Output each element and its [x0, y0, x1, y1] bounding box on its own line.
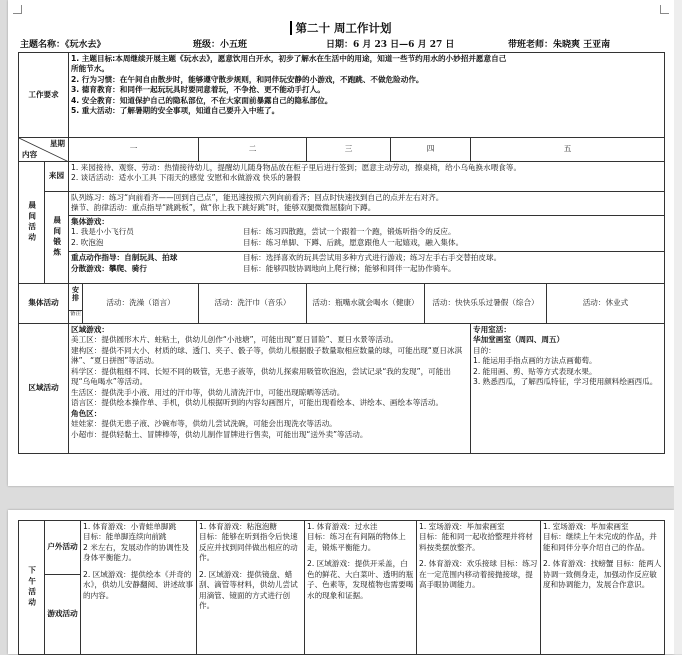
special-room-line: 目的： [473, 345, 496, 355]
requirement-line: 5. 重大活动：了解暑期的安全事项，知道自己要升入中班了。 [71, 106, 280, 116]
area-line: 娃娃家：提供无患子液、沙碗布等，供幼儿尝试洗碗，可能会出现洗衣等活动。 [71, 419, 337, 429]
morning-activity-label: 晨间活动 [19, 162, 45, 284]
weekday-wednesday: 三 [307, 138, 391, 162]
afternoon-line: 2. 体育游戏：欢乐接球 目标：练习在一定范围内移动着接抛接球，提高手眼协调能力。 [419, 559, 538, 590]
morning-exercise-row [19, 192, 665, 284]
afternoon-line: 2. 体育游戏：找螃蟹 目标：能两人协调一致侧身走，加强动作反应敏度和协调能力，发展合作意识。 [543, 559, 662, 590]
afternoon-line: 目标：能单脚连续向前跳 [83, 532, 167, 542]
afternoon-activity-label: 下午活动 [19, 521, 45, 655]
arrangement-cell [69, 284, 83, 324]
weekday-header-row [19, 138, 665, 162]
class-name: 班级：小五班 [193, 40, 248, 50]
afternoon-line: 2. 区域游戏：提供绘本《并奇的水》，供幼儿安静翻阅、讲述故事的内容。 [83, 569, 194, 600]
area-line: 科学区：提供粗细不同、长短不同的吸管，无患子液等，供幼儿探索用吸管吹泡泡，尝试记录“我的发现”，可能出现“乌龟喝水”等活动。 [71, 366, 451, 387]
group-activity-wednesday: 活动：瓶嘴水就会喝水（健康） [307, 284, 425, 324]
special-room-subtitle: 华加堂画室（周四、周五） [473, 335, 565, 345]
guide-goal: 目标：选择喜欢的玩具尝试用多种方式进行游戏；练习左手右手交替拍皮球。 [243, 252, 502, 262]
weekday-thursday: 四 [391, 138, 471, 162]
header-content-label: 内容 [22, 149, 38, 159]
arrangement-label: 安排 [69, 284, 82, 311]
area-line: 美工区：提供圆形木片、蛀粘土，供幼儿创作“小池塘”，可能出现“夏日冒险”、夏日水景等活动。 [71, 335, 399, 345]
afternoon-line: 目标：继续上午未完成的作品，并能和同伴分享介绍自己的作品。 [543, 532, 657, 552]
group-activity-tuesday: 活动：洗汗巾（音乐） [199, 284, 307, 324]
game-activity-label: 游戏活动 [45, 575, 81, 655]
requirements-row [19, 53, 665, 138]
requirement-line: 所能节水。 [71, 64, 109, 74]
afternoon-table [18, 520, 665, 655]
morning-entry-row [19, 162, 665, 192]
outdoor-label: 户外活动 [45, 521, 81, 575]
afternoon-line: 2. 区域游戏：提供开采盖，白色的鲜花、大白菜叶、透明的瓶子、色素等，发现植物也需要喝水的现象和证据。 [307, 559, 414, 600]
requirements-content [69, 53, 665, 138]
vertical-scrollbar[interactable] [674, 0, 682, 654]
afternoon-wednesday [305, 521, 417, 655]
requirement-line: 2. 行为习惯：在午间自由散步时，能够遵守散步规则，和同伴玩安静的小游戏，不跑跳、不做危险动作。 [71, 74, 424, 84]
requirement-line: 4. 安全教育：知道保护自己的隐私部位，不在大家面前暴露自己的隐私部位。 [71, 95, 333, 105]
document-page-1 [8, 0, 674, 486]
area-line: 语言区：提供绘本操作单、手机，供幼儿根据听到的内容勾画图片，可能出现看绘本、讲绘本、画绘本等活动。 [71, 398, 444, 408]
group-activity-row [19, 284, 665, 324]
date-range: 日期：6 月 23 日—6 月 27 日 [326, 40, 455, 50]
queue-practice: 队列练习：练习“向前看齐——回到自己点”，能迅速按照六列向前看齐；回点时快速找到自己的点并左右对齐。 [71, 193, 444, 202]
entry-label: 来园 [45, 162, 69, 192]
weekday-monday: 一 [69, 138, 199, 162]
requirement-line: 3. 德育教育：和同伴一起玩玩具时要同意着玩，不争抢、更不能动手打人。 [71, 85, 325, 95]
teachers: 带班老师：朱晓爽 王亚南 [508, 40, 611, 50]
group-game-title: 集体游戏： [71, 216, 109, 226]
requirements-label: 工作要求 [19, 53, 69, 138]
entry-content [69, 162, 665, 192]
afternoon-line: 1. 体育游戏：粘泡泡糖 [199, 522, 278, 531]
afternoon-line: 1. 室场游戏：毕加索画室 [419, 522, 505, 531]
group-activity-friday: 活动：休业式 [547, 284, 665, 324]
document-page-2 [8, 510, 674, 654]
diagonal-header-cell [19, 138, 69, 162]
area-line: 建构区：提供不同大小、材质的球、透门、夹子、骰子等，供幼儿根据骰子数量取相应数量的球，可能出现“夏日冰淇淋”、“夏日拼图”等活动。 [71, 345, 463, 366]
scatter-label: 分散游戏：攀爬、骑行 [71, 263, 147, 273]
afternoon-line: 2. 区域游戏：提供镜盘、蜡刮、滴管等材料，供幼儿尝试用滴管、镜面的方式进行创作。 [199, 569, 298, 611]
guide-label: 重点动作指导：自制玩具、拍球 [71, 252, 178, 262]
area-activity-content [69, 324, 471, 454]
special-room-content [471, 324, 665, 454]
afternoon-monday [81, 521, 197, 655]
afternoon-line: 目标：能和同一起收拾整理并将材料按类摆放整齐。 [419, 532, 533, 552]
group-activity-label: 集体活动 [19, 284, 69, 324]
game-name: 2. 吹泡泡 [71, 237, 104, 247]
entry-line: 2. 谈话活动：适水小工具 下雨天的感觉 安慰和水做游戏 快乐的暑假 [71, 173, 301, 183]
weekday-friday: 五 [471, 138, 665, 162]
special-room-line: 1. 能运用手指点画的方法点画葡萄。 [473, 356, 597, 366]
page-title: 第二十 周工作计划 [8, 20, 674, 36]
special-room-line: 3. 熟悉西瓜，了解西瓜特征，学习使用颜料绘画西瓜。 [473, 377, 658, 387]
page-corner-mark [13, 5, 22, 14]
special-room-line: 2. 能用画、剪、贴等方式表现水果。 [473, 366, 597, 376]
page-corner-mark [660, 5, 669, 14]
afternoon-friday [541, 521, 665, 655]
group-activity-monday: 活动：洗澡（语言） [83, 284, 199, 324]
requirement-line: 1. 主题目标:本周继续开展主题《玩水去》，愿意饮用白开水，初步了解水在生活中的用途，知道一些节约用水的小妙招并愿意自己 [71, 54, 507, 63]
game-goal: 目标：练习四散跑，尝试一个跟着一个跑，锻炼听指令的反应。 [243, 226, 456, 236]
area-line: 生活区：提供洗手小液、用过的汗巾等，供幼儿清洗汗巾，可能出现晾晒等活动。 [71, 387, 345, 397]
theme-name: 主题名称：《玩水去》 [20, 40, 106, 50]
afternoon-line: 目标：练习在有间隔的物体上走，锻炼平衡能力。 [307, 532, 406, 552]
afternoon-thursday [417, 521, 541, 655]
group-activity-thursday: 活动：快快乐乐过暑假（综合） [425, 284, 547, 324]
afternoon-line: 目标：能够在听到指令后快速反应并找到同伴做出相应的动作。 [199, 532, 298, 563]
gym-practice: 操节、韵律活动：重点指导“跳跳板”，做“你上我下跳好跳”时，能够双腿微微屈膝向下蹲。 [71, 203, 376, 213]
outdoor-row [19, 521, 665, 575]
weekday-tuesday: 二 [199, 138, 307, 162]
remark-label: 备注 [69, 311, 81, 317]
scatter-goal: 目标：能够四肢协调地向上爬行梯；能够和同伴一起协作骑车。 [243, 263, 456, 273]
afternoon-line: 1. 体育游戏：小青蛙单脚跳 [83, 522, 177, 531]
header-week-label: 星期 [49, 139, 65, 148]
weekly-plan-table [18, 52, 665, 454]
info-line [18, 37, 664, 51]
afternoon-line: 2 米左右，发展动作的协调性及身体平衡能力。 [83, 542, 189, 563]
special-room-title: 专用室活： [473, 325, 511, 334]
afternoon-tuesday [197, 521, 305, 655]
exercise-label: 晨间锻炼 [45, 192, 69, 284]
exercise-content [69, 192, 665, 284]
area-activity-label: 区域活动 [19, 324, 69, 454]
area-line: 区域游戏： [71, 325, 109, 334]
game-name: 1. 我是小小飞行员 [71, 226, 134, 236]
afternoon-line: 1. 室场游戏：毕加索画室 [543, 522, 629, 531]
entry-line: 1. 来园接待、观察、劳动：热情接待幼儿，提醒幼儿随身物品放在柜子里后进行签到；愿意主动劳动，擦桌椅，给小乌龟换水喂食等。 [71, 163, 522, 172]
area-line: 小超市：提供轻黏土、冒牌棒等，供幼儿制作冒牌进行售卖，可能出现“送外卖”等活动。 [71, 429, 368, 439]
area-line: 角色区： [71, 408, 102, 418]
afternoon-line: 1. 体育游戏：过水洼 [307, 522, 378, 531]
game-goal: 目标：练习单脚、下蹲、后跳，愿意跟他人一起嬉戏，融入集体。 [243, 237, 464, 247]
area-activity-row [19, 324, 665, 454]
